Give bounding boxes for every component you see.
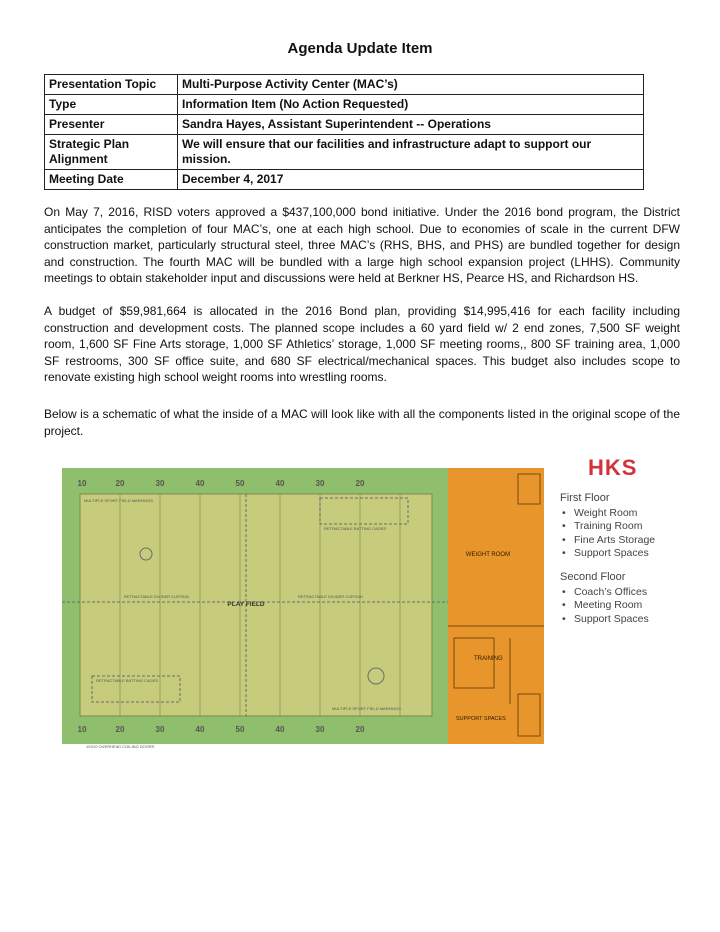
row-value: We will ensure that our facilities and infrastructure adapt to support our mission. xyxy=(178,135,644,170)
field-markings-label: MULTIPLE SPORT FIELD MARKINGS xyxy=(84,498,153,503)
yard-number: 30 xyxy=(155,479,165,488)
row-label: Presentation Topic xyxy=(45,75,178,95)
list-item: • Training Room xyxy=(560,520,680,534)
divider-curtain-label: RETRACTABLE DIVIDER CURTAIN xyxy=(124,594,189,599)
mac-schematic xyxy=(62,464,550,754)
table-row xyxy=(45,95,644,115)
legend-heading-second-floor: Second Floor xyxy=(560,570,626,583)
row-value: Multi-Purpose Activity Center (MAC’s) xyxy=(178,75,644,95)
yard-number: 30 xyxy=(315,725,325,734)
yard-number: 30 xyxy=(155,725,165,734)
row-label: Meeting Date xyxy=(45,170,178,190)
training-label: TRAINING xyxy=(474,656,503,662)
table-row xyxy=(45,115,644,135)
row-value: Information Item (No Action Requested) xyxy=(178,95,644,115)
legend-list-second-floor xyxy=(560,586,680,627)
yard-number: 20 xyxy=(115,725,125,734)
list-item: • Meeting Room xyxy=(560,599,680,613)
batting-cage-label: RETRACTABLE BATTING CAGES xyxy=(324,526,387,531)
paragraph-budget: A budget of $59,981,664 is allocated in the 2016 Bond plan, providing $14,995,416 for each facility including construction and development costs. The planned scope includes a 60 yard field w/ 2 end zones, 7,500 SF weight room, 1,600 SF Fine Arts storage, 1,000 SF Athletics’ storage, 1,000 SF meeting rooms,, 800 SF training area, 1,000 SF restrooms, 300 SF office suite, and 680 SF electrical/mechanical spaces. This budget also includes scope to renovate existing high school weight rooms into wrestling rooms. xyxy=(44,304,680,384)
weight-room-block xyxy=(448,468,544,744)
legend-heading-first-floor: First Floor xyxy=(560,492,610,504)
yard-number: 40 xyxy=(275,479,285,488)
yard-number: 30 xyxy=(315,479,325,488)
divider-curtain-label: RETRACTABLE DIVIDER CURTAIN xyxy=(298,594,363,599)
batting-cage-label: RETRACTABLE BATTING CAGES xyxy=(96,678,159,683)
yard-number: 20 xyxy=(355,479,365,488)
overhead-doors-label: 10X10 OVERHEAD COILING DOORS xyxy=(86,744,155,749)
schematic-legend xyxy=(560,492,680,626)
support-spaces-label: SUPPORT SPACES xyxy=(456,716,506,722)
hks-logo: HKS xyxy=(588,455,638,480)
play-field-label: PLAY FIELD xyxy=(227,601,265,608)
yard-number: 50 xyxy=(235,725,245,734)
list-item: • Fine Arts Storage xyxy=(560,534,680,548)
list-item: • Coach’s Offices xyxy=(560,586,680,600)
table-row xyxy=(45,75,644,95)
row-label: Strategic Plan Alignment xyxy=(45,135,178,170)
yard-number: 40 xyxy=(275,725,285,734)
page-title: Agenda Update Item xyxy=(287,40,433,57)
row-label: Type xyxy=(45,95,178,115)
list-item: • Support Spaces xyxy=(560,613,680,627)
info-table xyxy=(44,74,644,190)
list-item: • Support Spaces xyxy=(560,547,680,561)
yard-number: 50 xyxy=(235,479,245,488)
legend-list-first-floor xyxy=(560,507,680,561)
row-label: Presenter xyxy=(45,115,178,135)
yard-number: 10 xyxy=(77,479,87,488)
yard-number: 10 xyxy=(77,725,87,734)
list-item: • Weight Room xyxy=(560,507,680,521)
yard-number: 20 xyxy=(115,479,125,488)
paragraph-schematic-intro: Below is a schematic of what the inside of a MAC will look like with all the components listed in the original scope of the project. xyxy=(44,407,680,438)
paragraph-bond-initiative: On May 7, 2016, RISD voters approved a $437,100,000 bond initiative. Under the 2016 bond program, the District anticipates the completion of four MAC’s, one at each high school. Due to economies of scale in the current DFW construction market, particularly structural steel, three MAC’s (RHS, BHS, and PHS) are bundled together for design and construction. The fourth MAC will be bundled with a large high school expansion project (LHHS). Community meetings to obtain stakeholder input and discussions were held at Berkner HS, Pearce HS, and Richardson HS. xyxy=(44,205,680,285)
weight-room-label: WEIGHT ROOM xyxy=(465,552,511,558)
table-row xyxy=(45,135,644,170)
field-markings-label: MULTIPLE SPORT FIELD MARKINGS xyxy=(332,706,401,711)
table-row xyxy=(45,170,644,190)
yard-number: 40 xyxy=(195,479,205,488)
yard-number: 20 xyxy=(355,725,365,734)
row-value: December 4, 2017 xyxy=(178,170,644,190)
yard-number: 40 xyxy=(195,725,205,734)
row-value: Sandra Hayes, Assistant Superintendent -- Operations xyxy=(178,115,644,135)
